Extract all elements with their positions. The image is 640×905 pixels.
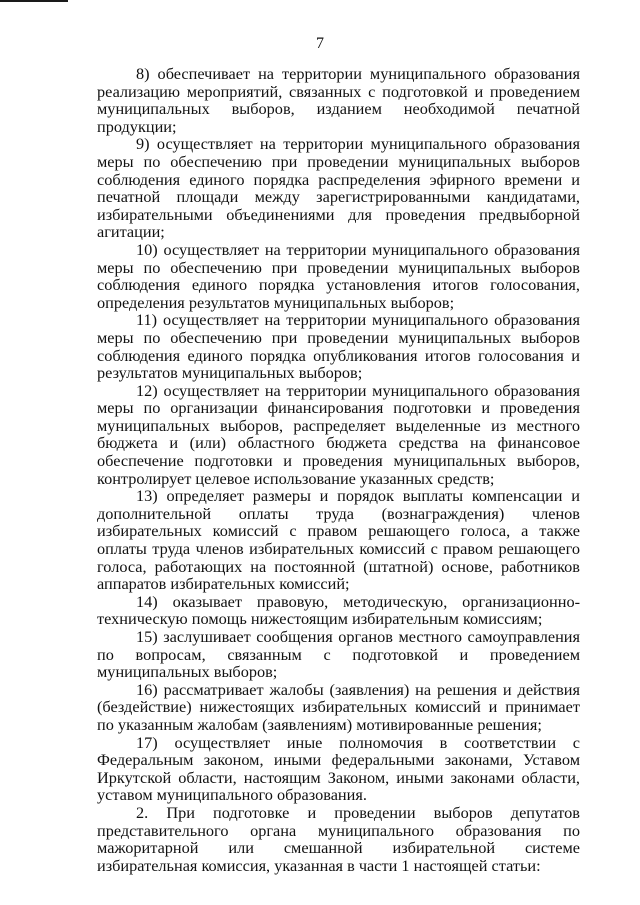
paragraph-item-12: 12) осуществляет на территории муниципального образования меры по организации финансирования подготовки и проведения муниципальных выборов, распределяет выделенные из местного бюджета и (или) областного бюджета средства на финансовое обеспечение подготовки и проведения муниципальных выборов, контролирует целевое использование указанных средств;	[97, 380, 580, 488]
document-body	[97, 65, 580, 874]
paragraph-item-16: 16) рассматривает жалобы (заявления) на решения и действия (бездействие) нижестоящих избирательных комиссий и принимает по указанным жалобам (заявлениям) мотивированные решения;	[97, 679, 580, 734]
paragraph-item-9: 9) осуществляет на территории муниципального образования меры по обеспечению при проведении муниципальных выборов соблюдения единого порядка распределения эфирного времени и печатной площади между зарегистрированными кандидатами, избирательными объединениями для проведения предвыборной агитации;	[97, 134, 580, 242]
paragraph-item-13: 13) определяет размеры и порядок выплаты компенсации и дополнительной оплаты труда (вознаграждения) членов избирательных комиссий с правом решающего голоса, а также оплаты труда членов избирательных комиссий с правом решающего голоса, работающих на постоянной (штатной) основе, работников аппаратов избирательных комиссий;	[97, 486, 580, 594]
paragraph-item-15: 15) заслушивает сообщения органов местного самоуправления по вопросам, связанным с подготовкой и проведением муниципальных выборов;	[97, 627, 580, 682]
paragraph-item-14: 14) оказывает правовую, методическую, организационно-техническую помощь нижестоящим избирательным комиссиям;	[97, 591, 580, 629]
paragraph-part-2: 2. При подготовке и проведении выборов депутатов представительного органа муниципального образования по мажоритарной или смешанной избирательной системе избирательная комиссия, указанная в части 1 настоящей статьи:	[97, 802, 580, 875]
paragraph-item-8: 8) обеспечивает на территории муниципального образования реализацию мероприятий, связанных с подготовкой и проведением муниципальных выборов, изданием необходимой печатной продукции;	[97, 64, 580, 136]
paragraph-item-11: 11) осуществляет на территории муниципального образования меры по обеспечению при проведении муниципальных выборов соблюдения единого порядка опубликования итогов голосования и результатов муниципальных выборов;	[97, 310, 580, 383]
paragraph-item-10: 10) осуществляет на территории муниципального образования меры по обеспечению при проведении муниципальных выборов соблюдения единого порядка установления итогов голосования, определения результатов муниципальных выборов;	[97, 239, 580, 312]
page-number: 7	[316, 35, 324, 52]
top-edge-rule	[0, 0, 68, 2]
paragraph-item-17: 17) осуществляет иные полномочия в соответствии с Федеральным законом, иными федеральными законами, Уставом Иркутской области, настоящим Законом, иными законами области, уставом муниципального образования.	[97, 732, 580, 805]
